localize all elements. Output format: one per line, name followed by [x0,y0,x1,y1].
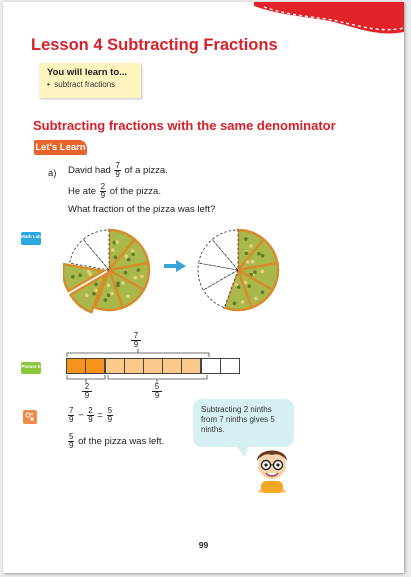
pizza-topping [110,292,114,296]
pizza-topping [71,275,75,279]
answer-text: of the pizza was left. [78,436,165,448]
equals-sign: = [97,410,103,422]
speech-bubble-tail [235,445,249,457]
pizza-topping [253,270,257,274]
fraction-numerator: 7 [131,332,141,341]
corner-wave-decoration [254,2,404,34]
bar-top-brace [66,348,211,358]
pizza-topping [131,249,135,253]
fraction-numerator: 2 [100,182,106,191]
fraction-denominator: 9 [69,415,74,424]
picture-it-icon: Picture It [21,362,41,374]
pizza-topping [126,295,130,299]
boy-character-illustration [249,443,295,493]
pizza-topping [107,284,111,288]
pizza-topping [124,255,128,259]
pizza-topping [247,284,251,288]
question-text: of a pizza. [124,165,168,177]
pizza-topping [92,292,96,296]
pizza-topping [116,284,120,288]
lesson-title: Lesson 4 Subtracting Fractions [31,36,278,54]
fraction-denominator: 9 [133,340,139,349]
pizza-topping [254,297,258,301]
subtraction-equation [67,407,114,424]
bar-model [67,358,240,374]
bar-segment [220,358,240,374]
fraction [107,407,113,424]
answer-sentence [67,433,164,450]
pizza-topping [244,237,248,241]
question-text: He ate [68,186,96,198]
bar-segment [66,358,86,374]
pizza-topping [251,260,255,264]
speech-bubble: Subtracting 2 ninths from 7 ninths gives 5 ninths. [193,399,294,447]
fraction-numerator: 5 [69,432,74,441]
question-text: David had [68,165,111,177]
pizza-topping [124,271,128,275]
bar-eaten-fraction [82,383,92,400]
pizza-topping [235,283,239,287]
objective-text: subtract fractions [54,80,116,89]
pizza-topping [244,281,248,285]
pizza-before-image [63,224,155,316]
pizza-topping [104,298,108,302]
pizza-topping [87,270,91,274]
pizza-topping [233,301,237,305]
arrow-right-icon [164,260,186,272]
pizza-topping [246,260,250,264]
question-line-2 [68,183,161,200]
question-text: of the pizza. [109,186,161,198]
pizza-topping [111,248,115,252]
fraction-denominator: 9 [154,391,160,400]
fraction-denominator: 9 [84,391,90,400]
question-label: a) [48,168,57,179]
fraction-numerator: 7 [115,161,120,170]
fraction-denominator: 9 [69,441,74,450]
fraction-numerator: 7 [69,406,74,415]
lets-learn-tag: Let's Learn [35,142,86,153]
pizza-topping [245,251,249,255]
bar-segment [143,358,163,374]
pizza-topping [140,275,144,279]
pizza-topping [249,244,253,248]
bar-segment [162,358,182,374]
objective-item [47,80,133,89]
helper-icon [23,410,37,424]
pizza-topping [241,300,245,304]
pizza-topping [115,240,119,244]
pizza-topping [94,289,98,293]
fraction [68,407,74,424]
fraction-denominator: 9 [100,191,106,200]
pizza-topping [114,255,118,259]
fraction [100,183,106,200]
pizza-after-image [192,224,284,316]
page-number: 99 [198,540,209,550]
pizza-topping [131,252,135,256]
fraction [68,433,74,450]
textbook-page [3,2,404,573]
fraction-numerator: 5 [152,383,162,392]
objectives-heading: You will learn to... [47,67,128,78]
fraction-denominator: 9 [115,170,120,179]
bar-total-fraction [131,332,141,349]
pizza-topping [261,290,265,294]
learning-objectives-box [39,63,141,98]
question-line-1 [68,162,168,179]
bar-segment [181,358,201,374]
minus-sign: − [78,410,84,422]
bar-segment [124,358,144,374]
question-line-3: What fraction of the pizza was left? [68,204,216,215]
math-lab-icon: Math Lab [21,232,41,245]
pizza-topping [121,281,125,285]
pizza-topping [94,282,98,286]
section-title: Subtracting fractions with the same denominator [33,118,336,133]
pizza-topping [133,276,137,280]
pizza-topping [78,273,82,277]
pizza-topping [107,293,111,297]
pizza-topping [127,258,131,262]
fraction-numerator: 2 [82,383,92,392]
bar-segment [201,358,221,374]
fraction [87,407,93,424]
bar-remaining-fraction [152,383,162,400]
fraction-denominator: 9 [88,415,93,424]
fraction-denominator: 9 [107,415,113,424]
fraction-numerator: 2 [88,406,93,415]
pizza-topping [85,293,89,297]
fraction-numerator: 5 [107,406,113,415]
fraction [114,162,120,179]
pizza-topping [257,252,261,256]
pizza-topping [136,268,140,272]
bar-segment [105,358,125,374]
bar-segment [85,358,105,374]
pizza-topping [261,254,265,258]
pizza-topping [261,270,265,274]
bullet: • [47,80,55,89]
